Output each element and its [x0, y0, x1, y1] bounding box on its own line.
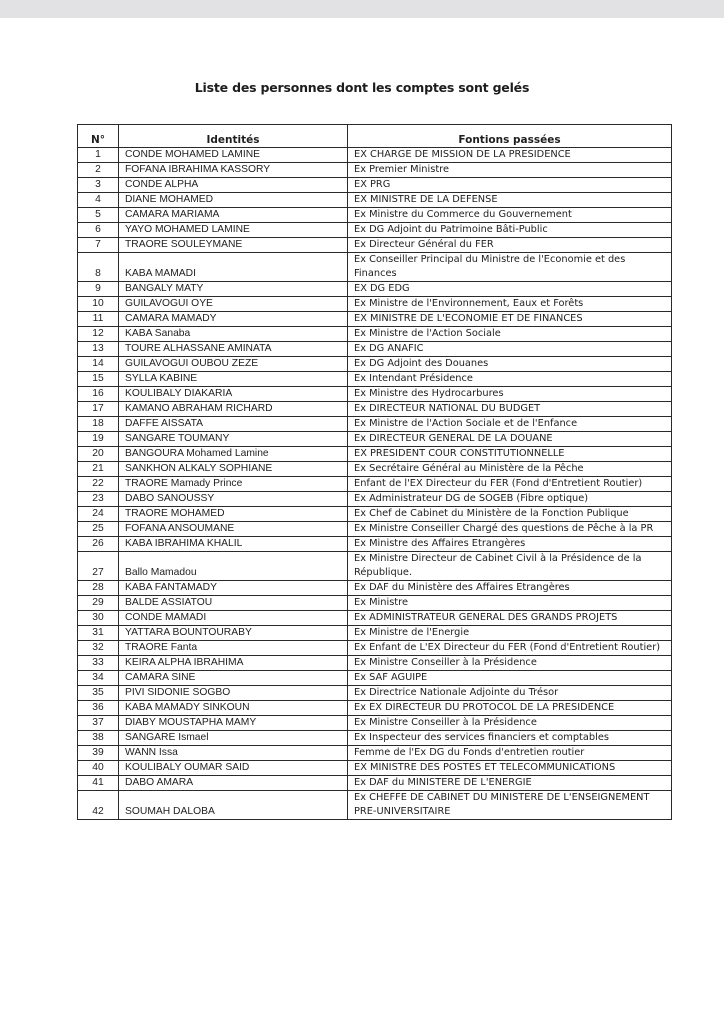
function-cell: Femme de l'Ex DG du Fonds d'entretien routier [348, 746, 672, 761]
table-row [78, 417, 672, 432]
table-row [78, 238, 672, 253]
row-number: 28 [78, 581, 119, 596]
row-number: 33 [78, 656, 119, 671]
table-row [78, 312, 672, 327]
row-number: 35 [78, 686, 119, 701]
table-row [78, 701, 672, 716]
identity-cell: WANN Issa [119, 746, 348, 761]
function-cell: Ex ADMINISTRATEUR GENERAL DES GRANDS PROJETS [348, 611, 672, 626]
frozen-accounts-table [77, 124, 672, 820]
function-cell: Ex Ministre Directeur de Cabinet Civil à la Présidence de la République. [348, 552, 672, 581]
row-number: 31 [78, 626, 119, 641]
table-row [78, 447, 672, 462]
row-number: 8 [78, 253, 119, 282]
table-row [78, 761, 672, 776]
row-number: 32 [78, 641, 119, 656]
table-row [78, 357, 672, 372]
row-number: 3 [78, 178, 119, 193]
identity-cell: CAMARA MAMADY [119, 312, 348, 327]
identity-cell: CONDE MAMADI [119, 611, 348, 626]
function-cell: Ex Ministre de l'Action Sociale [348, 327, 672, 342]
function-cell: Ex SAF AGUIPE [348, 671, 672, 686]
function-cell: Ex DG ANAFIC [348, 342, 672, 357]
function-cell: Ex Ministre de l'Environnement, Eaux et Forêts [348, 297, 672, 312]
row-number: 1 [78, 148, 119, 163]
table-row [78, 581, 672, 596]
function-cell: Ex DG Adjoint du Patrimoine Bâti-Public [348, 223, 672, 238]
function-cell: Ex DG Adjoint des Douanes [348, 357, 672, 372]
table-row [78, 253, 672, 282]
identity-cell: KAMANO ABRAHAM RICHARD [119, 402, 348, 417]
row-number: 10 [78, 297, 119, 312]
row-number: 20 [78, 447, 119, 462]
function-cell: Ex Inspecteur des services financiers et comptables [348, 731, 672, 746]
function-cell: Ex Conseiller Principal du Ministre de l'Economie et des Finances [348, 253, 672, 282]
row-number: 42 [78, 791, 119, 820]
function-cell: EX CHARGE DE MISSION DE LA PRESIDENCE [348, 148, 672, 163]
function-cell: Ex CHEFFE DE CABINET DU MINISTERE DE L'ENSEIGNEMENT PRE-UNIVERSITAIRE [348, 791, 672, 820]
column-header-number: N° [78, 125, 119, 148]
table-row [78, 596, 672, 611]
function-cell: Ex Premier Ministre [348, 163, 672, 178]
table-row [78, 776, 672, 791]
table-row [78, 656, 672, 671]
table-row [78, 671, 672, 686]
identity-cell: TRAORE Mamady Prince [119, 477, 348, 492]
document-title: Liste des personnes dont les comptes sont gelés [194, 80, 530, 95]
table-row [78, 432, 672, 447]
row-number: 6 [78, 223, 119, 238]
row-number: 36 [78, 701, 119, 716]
identity-cell: TOURE ALHASSANE AMINATA [119, 342, 348, 357]
table-row [78, 282, 672, 297]
function-cell: Ex Secrétaire Général au Ministère de la Pêche [348, 462, 672, 477]
function-cell: Ex Ministre de l'Action Sociale et de l'Enfance [348, 417, 672, 432]
table-row [78, 462, 672, 477]
function-cell: Ex Ministre Conseiller à la Présidence [348, 656, 672, 671]
table-row [78, 387, 672, 402]
function-cell: Ex DIRECTEUR NATIONAL DU BUDGET [348, 402, 672, 417]
identity-cell: KOULIBALY DIAKARIA [119, 387, 348, 402]
row-number: 37 [78, 716, 119, 731]
function-cell: Ex Enfant de L'EX Directeur du FER (Fond d'Entretient Routier) [348, 641, 672, 656]
row-number: 13 [78, 342, 119, 357]
identity-cell: TRAORE Fanta [119, 641, 348, 656]
identity-cell: TRAORE SOULEYMANE [119, 238, 348, 253]
function-cell: Ex Ministre [348, 596, 672, 611]
identity-cell: SANGARE Ismael [119, 731, 348, 746]
table-row [78, 791, 672, 820]
table-row [78, 297, 672, 312]
identity-cell: DABO AMARA [119, 776, 348, 791]
identity-cell: DABO SANOUSSY [119, 492, 348, 507]
identity-cell: YAYO MOHAMED LAMINE [119, 223, 348, 238]
identity-cell: GUILAVOGUI OYE [119, 297, 348, 312]
function-cell: Ex EX DIRECTEUR DU PROTOCOL DE LA PRESIDENCE [348, 701, 672, 716]
row-number: 15 [78, 372, 119, 387]
identity-cell: BALDE ASSIATOU [119, 596, 348, 611]
table-row [78, 731, 672, 746]
identity-cell: SANKHON ALKALY SOPHIANE [119, 462, 348, 477]
table-row [78, 342, 672, 357]
row-number: 18 [78, 417, 119, 432]
row-number: 16 [78, 387, 119, 402]
function-cell: Ex Administrateur DG de SOGEB (Fibre optique) [348, 492, 672, 507]
function-cell: EX PRG [348, 178, 672, 193]
identity-cell: CONDE MOHAMED LAMINE [119, 148, 348, 163]
row-number: 40 [78, 761, 119, 776]
function-cell: EX MINISTRE DES POSTES ET TELECOMMUNICATIONS [348, 761, 672, 776]
identity-cell: Ballo Mamadou [119, 552, 348, 581]
table-row [78, 641, 672, 656]
identity-cell: KABA FANTAMADY [119, 581, 348, 596]
row-number: 2 [78, 163, 119, 178]
table-row [78, 372, 672, 387]
identity-cell: KABA MAMADY SINKOUN [119, 701, 348, 716]
row-number: 25 [78, 522, 119, 537]
identity-cell: DAFFE AISSATA [119, 417, 348, 432]
row-number: 23 [78, 492, 119, 507]
identity-cell: GUILAVOGUI OUBOU ZEZE [119, 357, 348, 372]
identity-cell: BANGOURA Mohamed Lamine [119, 447, 348, 462]
identity-cell: KEIRA ALPHA IBRAHIMA [119, 656, 348, 671]
identity-cell: DIANE MOHAMED [119, 193, 348, 208]
table-row [78, 537, 672, 552]
row-number: 29 [78, 596, 119, 611]
row-number: 4 [78, 193, 119, 208]
table-row [78, 746, 672, 761]
table-row [78, 327, 672, 342]
function-cell: Ex Ministre Conseiller à la Présidence [348, 716, 672, 731]
table-row [78, 477, 672, 492]
row-number: 9 [78, 282, 119, 297]
table-row [78, 686, 672, 701]
table-row [78, 178, 672, 193]
function-cell: Ex Chef de Cabinet du Ministère de la Fonction Publique [348, 507, 672, 522]
function-cell: EX PRESIDENT COUR CONSTITUTIONNELLE [348, 447, 672, 462]
row-number: 41 [78, 776, 119, 791]
identity-cell: FOFANA IBRAHIMA KASSORY [119, 163, 348, 178]
table-row [78, 163, 672, 178]
identity-cell: SANGARE TOUMANY [119, 432, 348, 447]
function-cell: Ex Ministre des Hydrocarbures [348, 387, 672, 402]
function-cell: Ex Directeur Général du FER [348, 238, 672, 253]
identity-cell: TRAORE MOHAMED [119, 507, 348, 522]
table-row [78, 193, 672, 208]
row-number: 19 [78, 432, 119, 447]
row-number: 34 [78, 671, 119, 686]
function-cell: Ex DIRECTEUR GENERAL DE LA DOUANE [348, 432, 672, 447]
function-cell: Ex DAF du MINISTERE DE L'ENERGIE [348, 776, 672, 791]
function-cell: Ex Ministre de l'Energie [348, 626, 672, 641]
table-row [78, 402, 672, 417]
identity-cell: KABA Sanaba [119, 327, 348, 342]
identity-cell: KABA MAMADI [119, 253, 348, 282]
function-cell: Ex DAF du Ministère des Affaires Etrangères [348, 581, 672, 596]
column-header-identities: Identités [119, 125, 348, 148]
identity-cell: YATTARA BOUNTOURABY [119, 626, 348, 641]
row-number: 30 [78, 611, 119, 626]
identity-cell: KABA IBRAHIMA KHALIL [119, 537, 348, 552]
function-cell: Ex Intendant Présidence [348, 372, 672, 387]
identity-cell: PIVI SIDONIE SOGBO [119, 686, 348, 701]
function-cell: Ex Directrice Nationale Adjointe du Trésor [348, 686, 672, 701]
table-row [78, 716, 672, 731]
function-cell: EX MINISTRE DE LA DEFENSE [348, 193, 672, 208]
function-cell: Enfant de l'EX Directeur du FER (Fond d'Entretient Routier) [348, 477, 672, 492]
table-header-row [78, 125, 672, 148]
function-cell: Ex Ministre Conseiller Chargé des questions de Pêche à la PR [348, 522, 672, 537]
row-number: 27 [78, 552, 119, 581]
row-number: 14 [78, 357, 119, 372]
identity-cell: BANGALY MATY [119, 282, 348, 297]
row-number: 5 [78, 208, 119, 223]
identity-cell: FOFANA ANSOUMANE [119, 522, 348, 537]
row-number: 11 [78, 312, 119, 327]
document-page [0, 18, 724, 1024]
identity-cell: KOULIBALY OUMAR SAID [119, 761, 348, 776]
row-number: 7 [78, 238, 119, 253]
row-number: 26 [78, 537, 119, 552]
table-row [78, 522, 672, 537]
function-cell: EX MINISTRE DE L'ECONOMIE ET DE FINANCES [348, 312, 672, 327]
identity-cell: DIABY MOUSTAPHA MAMY [119, 716, 348, 731]
row-number: 12 [78, 327, 119, 342]
identity-cell: CAMARA SINE [119, 671, 348, 686]
column-header-functions: Fontions passées [348, 125, 672, 148]
function-cell: EX DG EDG [348, 282, 672, 297]
table-row [78, 223, 672, 238]
function-cell: Ex Ministre des Affaires Etrangères [348, 537, 672, 552]
row-number: 39 [78, 746, 119, 761]
row-number: 21 [78, 462, 119, 477]
row-number: 22 [78, 477, 119, 492]
table-row [78, 507, 672, 522]
identity-cell: CAMARA MARIAMA [119, 208, 348, 223]
function-cell: Ex Ministre du Commerce du Gouvernement [348, 208, 672, 223]
table-row [78, 626, 672, 641]
row-number: 38 [78, 731, 119, 746]
table-row [78, 148, 672, 163]
table-row [78, 492, 672, 507]
table-row [78, 552, 672, 581]
row-number: 24 [78, 507, 119, 522]
identity-cell: CONDE ALPHA [119, 178, 348, 193]
table-row [78, 208, 672, 223]
row-number: 17 [78, 402, 119, 417]
identity-cell: SOUMAH DALOBA [119, 791, 348, 820]
identity-cell: SYLLA KABINE [119, 372, 348, 387]
table-row [78, 611, 672, 626]
